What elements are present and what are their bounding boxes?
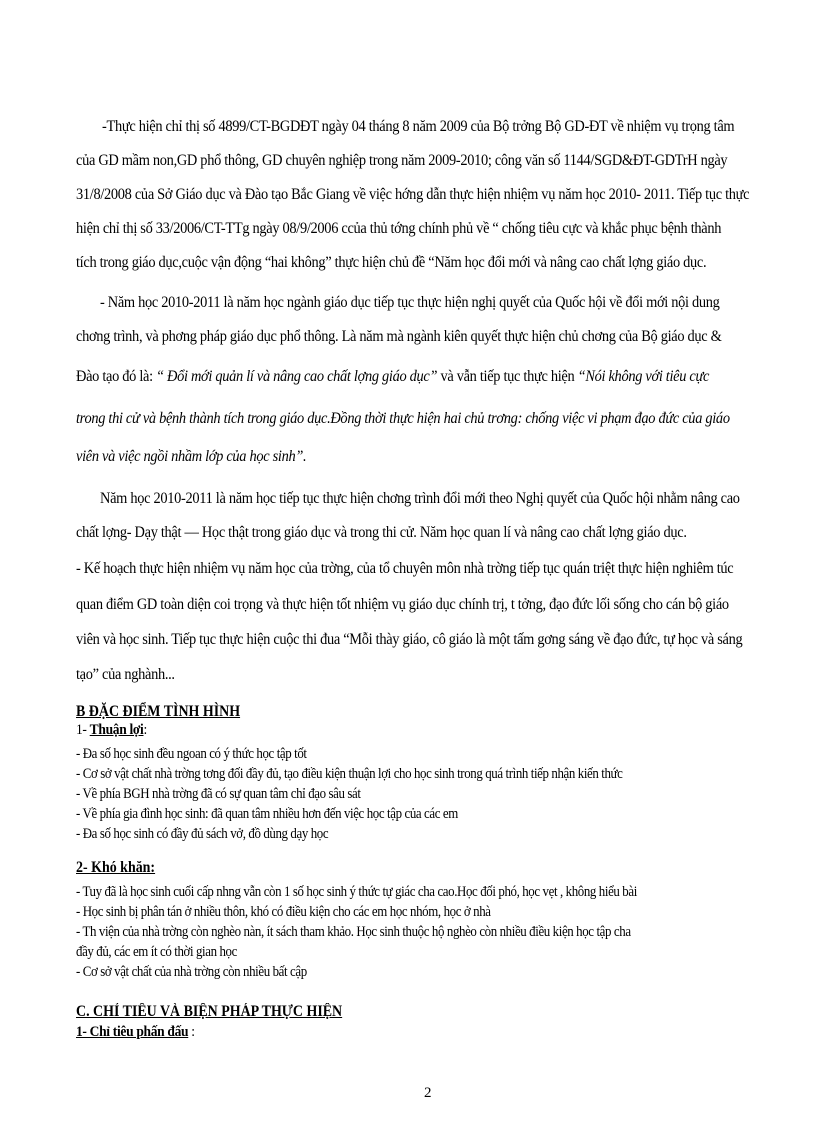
section-c-heading: C. CHỈ TIÊU VÀ BIỆN PHÁP THỰC HIỆN bbox=[76, 1003, 343, 1020]
para-line-14: quan điểm GD toàn diện coi trọng và thực hiện tốt nhiệm vụ giáo dục chính trị, t tởng, đạo đức lối sống cho cán bộ giáo bbox=[76, 596, 729, 613]
list-item: - Cơ sở vật chất của nhà trờng còn nhiều bất cập bbox=[76, 964, 307, 980]
advantages-list bbox=[76, 744, 816, 844]
list-item: - Học sinh bị phân tán ở nhiều thôn, khó có điều kiện cho các em học nhóm, học ở nhà bbox=[76, 904, 491, 920]
para-line-5: tích trong giáo dục,cuộc vận động “hai không” thực hiện chủ đề “Năm học đổi mới và nâng cao chất lợng giáo dục. bbox=[76, 254, 707, 271]
para-line-10: viên và việc ngồi nhầm lớp của học sinh”. bbox=[76, 448, 307, 465]
subsection-advantages-colon: : bbox=[143, 722, 147, 738]
subsection-advantages-number: 1- bbox=[76, 722, 90, 738]
para-line-3: 31/8/2008 của Sở Giáo dục và Đào tạo Bắc Giang về việc hớng dẫn thực hiện nhiệm vụ năm học 2010- 2011. Tiếp tục thực bbox=[76, 186, 750, 203]
para-line-2: của GD mầm non,GD phổ thông, GD chuyên nghiệp trong năm 2009-2010; công văn số 1144/SGD&ĐT-GDTrH ngày bbox=[76, 152, 728, 169]
list-item: - Th viện của nhà trờng còn nghèo nàn, ít sách tham khảo. Học sinh thuộc hộ nghèo còn nhiều điều kiện học tập cha bbox=[76, 924, 631, 940]
subsection-difficulties-title: 2- Khó khăn: bbox=[76, 859, 156, 876]
subsection-targets bbox=[76, 1024, 195, 1041]
list-item: đầy đủ, các em ít có thời gian học bbox=[76, 944, 237, 960]
subsection-advantages bbox=[76, 722, 147, 739]
section-b-heading: B ĐẶC ĐIỂM TÌNH HÌNH bbox=[76, 703, 241, 720]
para-line-12: chất lợng- Dạy thật — Học thật trong giáo dục và trong thi cử. Năm học quan lí và nâng cao chất lợng giáo dục. bbox=[76, 524, 687, 541]
para-line-9: trong thi cử và bệnh thành tích trong giáo dục.Đồng thời thực hiện hai chủ trơng: chống việc vi phạm đạo đức của giáo bbox=[76, 410, 730, 427]
para-line-16: tạo” của nghành... bbox=[76, 666, 175, 683]
difficulties-list bbox=[76, 882, 816, 982]
quote-innovation: “ Đổi mới quản lí và nâng cao chất lợng giáo dục” bbox=[156, 368, 438, 385]
para-line-7: chơng trình, và phơng pháp giáo dục phổ thông. Là năm mà ngành kiên quyết thực hiện chủ chơng của Bộ giáo dục & bbox=[76, 328, 722, 345]
subsection-advantages-title: Thuận lợi bbox=[89, 722, 144, 738]
list-item: - Về phía BGH nhà trờng đã có sự quan tâm chỉ đạo sâu sát bbox=[76, 786, 361, 802]
para-line-15: viên và học sinh. Tiếp tục thực hiện cuộc thi đua “Mỗi thày giáo, cô giáo là một tấm gơng sáng về đạo đức, tự học và sáng bbox=[76, 631, 743, 648]
subsection-targets-colon: : bbox=[188, 1024, 195, 1040]
para-line-8-prefix: Đào tạo đó là: bbox=[76, 368, 157, 385]
para-line-11: Năm học 2010-2011 là năm học tiếp tục thực hiện chơng trình đổi mới theo Nghị quyết của Quốc hội nhằm nâng cao bbox=[100, 490, 740, 507]
subsection-targets-title: 1- Chỉ tiêu phấn đấu bbox=[76, 1024, 189, 1040]
quote-say-no: “Nói không với tiêu cực bbox=[577, 368, 710, 385]
para-line-8-mid: và vẫn tiếp tục thực hiện bbox=[437, 368, 578, 385]
para-line-4: hiện chỉ thị số 33/2006/CT-TTg ngày 08/9/2006 ccủa thủ tớng chính phủ về “ chống tiêu cực và khắc phục bệnh thành bbox=[76, 220, 722, 237]
list-item: - Cơ sở vật chất nhà trờng tơng đối đầy đủ, tạo điều kiện thuận lợi cho học sinh trong quá trình tiếp nhận kiến thức bbox=[76, 766, 623, 782]
para-line-6: - Năm học 2010-2011 là năm học ngành giáo dục tiếp tục thực hiện nghị quyết của Quốc hội về đổi mới nội dung bbox=[100, 294, 720, 311]
list-item: - Đa số học sinh có đầy đủ sách vở, đồ dùng dạy học bbox=[76, 826, 329, 842]
list-item: - Tuy đã là học sinh cuối cấp nhng vẫn còn 1 số học sinh ý thức tự giác cha cao.Học đối phó, học vẹt , không hiểu bài bbox=[76, 884, 637, 900]
para-line-8 bbox=[76, 368, 709, 386]
para-line-13: - Kế hoạch thực hiện nhiệm vụ năm học của trờng, của tổ chuyên môn nhà trờng tiếp tục quán triệt thực hiện nghiêm túc bbox=[76, 560, 734, 577]
list-item: - Đa số học sinh đều ngoan có ý thức học tập tốt bbox=[76, 746, 307, 762]
para-line-1: -Thực hiện chỉ thị số 4899/CT-BGDĐT ngày 04 tháng 8 năm 2009 của Bộ trởng Bộ GD-ĐT về nhiệm vụ trọng tâm bbox=[102, 118, 735, 135]
page-number: 2 bbox=[424, 1085, 432, 1101]
list-item: - Về phía gia đình học sinh: đã quan tâm nhiều hơn đến việc học tập của các em bbox=[76, 806, 458, 822]
